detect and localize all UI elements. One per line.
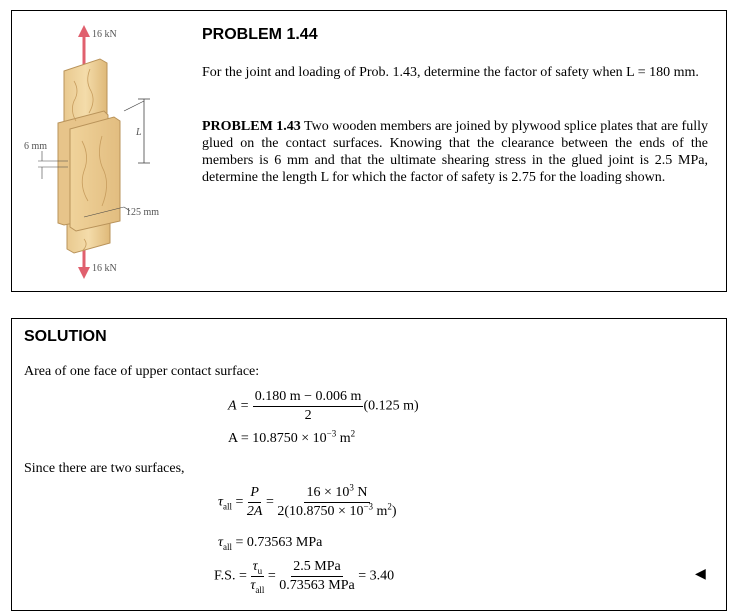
solution-title: SOLUTION bbox=[24, 328, 107, 345]
safety-factor-equation: F.S. = $\frac{\tau_u}{\tau_{all}}$ = $\frac{\text{2.5 MPa}}{\text{0.73563 MPa}}$ = 3.40 bbox=[214, 559, 395, 595]
problem-title: PROBLEM 1.44 bbox=[202, 26, 318, 43]
solution-line-surfaces: Since there are two surfaces, bbox=[24, 461, 185, 476]
area-multiplier: (0.125 m) bbox=[363, 398, 419, 414]
reference-title: PROBLEM 1.43 bbox=[202, 119, 301, 134]
area-lhs: A = bbox=[228, 398, 250, 414]
area-fraction bbox=[253, 389, 364, 424]
area-result: $A = 10.8750 \times 10^{-3}$ $m^2$ bbox=[228, 428, 356, 446]
stress-equation: $\tau_{all}$ = $\frac{P}{2A}$ = $\frac{16 \times 10^3 N}{2(10.8750 \times 10^{-3} m^2)}$ bbox=[218, 482, 397, 519]
problem-statement: For the joint and loading of Prob. 1.43, determine the factor of safety when L = 180 mm. bbox=[202, 65, 699, 80]
reference-problem bbox=[202, 118, 708, 186]
p-over-2a: $\frac{P}{2A}$ bbox=[246, 485, 263, 519]
gap-label: 6 mm bbox=[24, 141, 48, 152]
solution-line-area: Area of one face of upper contact surface: bbox=[24, 364, 260, 379]
tau-u-over-tau-all: $\frac{\tau_u}{\tau_{all}}$ bbox=[250, 559, 265, 595]
area-numerator: 0.180 m − 0.006 m bbox=[253, 389, 364, 407]
area-denominator: 2 bbox=[304, 408, 312, 423]
reference-text: Two wooden members are joined by plywood splice plates that are fully glued on the contact surfaces. Knowing that the clearance between the ends of the members is 6 mm and that the ultimate shearing stress in the glued joint is 2.5 MPa, determine the length L for which the factor of safety is 2.75 for the loading shown. bbox=[202, 119, 708, 185]
force-over-area: $\frac{16 \times 10^3 N}{2(10.8750 \times 10^{-3} m^2)}$ bbox=[277, 482, 397, 519]
area-equation bbox=[228, 389, 419, 424]
width-label: 125 mm bbox=[126, 207, 160, 218]
problem-panel bbox=[11, 10, 727, 292]
solution-panel bbox=[11, 318, 727, 611]
stress-result: $\tau_{all} = 0.73563$ MPa bbox=[218, 535, 323, 552]
length-label: L bbox=[136, 127, 142, 138]
answer-marker-icon: ◀ bbox=[695, 566, 706, 582]
safety-factor-result: = 3.40 bbox=[358, 568, 395, 584]
top-load-label: 16 kN bbox=[92, 29, 117, 40]
bottom-load-label: 16 kN bbox=[92, 263, 117, 274]
mpa-fraction: $\frac{\text{2.5 MPa}}{\text{0.73563 MPa}}$ bbox=[279, 559, 355, 593]
